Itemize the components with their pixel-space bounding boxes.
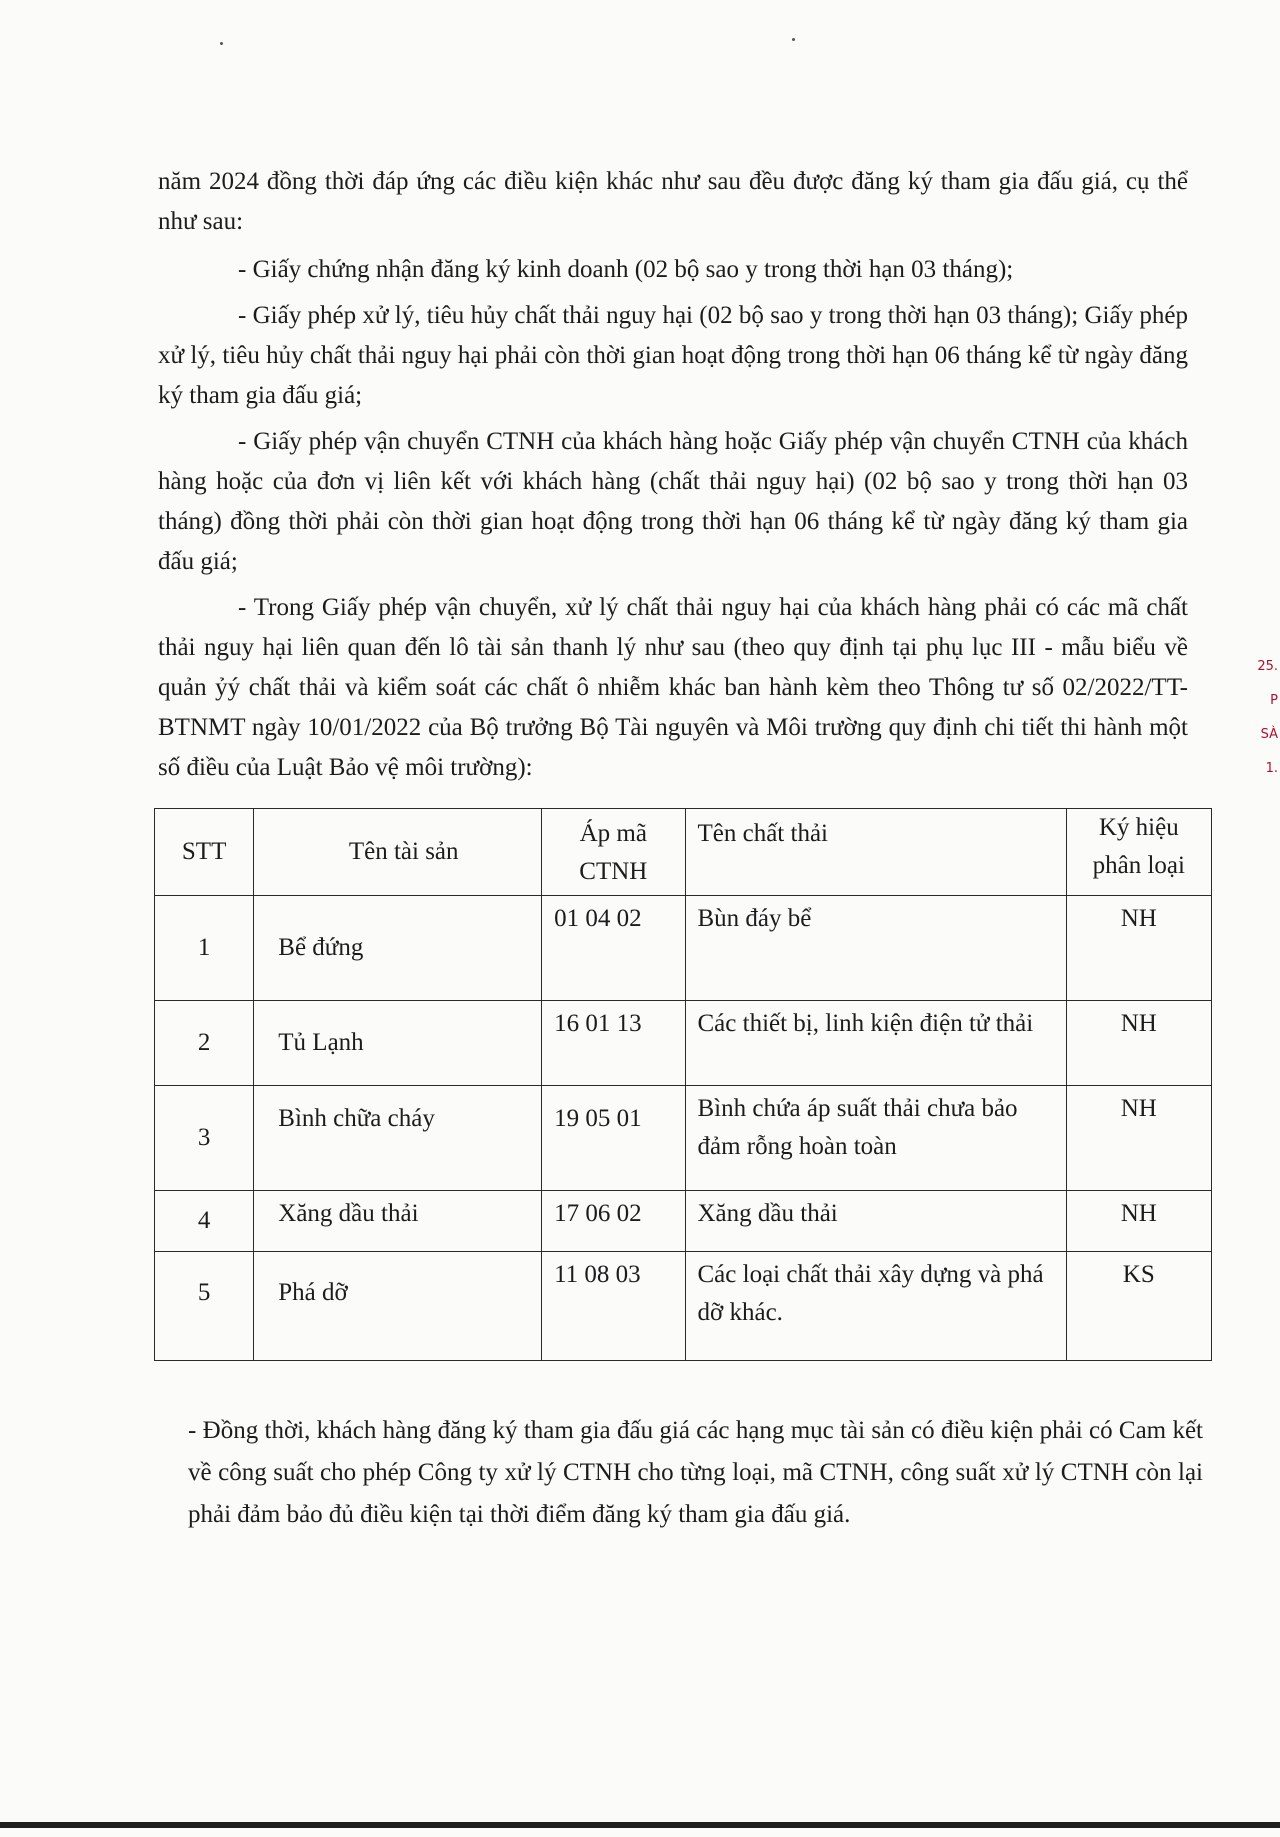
cell-symbol: NH [1066, 1001, 1211, 1086]
scan-bottom-edge [0, 1822, 1280, 1828]
edge-mark: P [1270, 693, 1278, 708]
cell-ctnh-code: 19 05 01 [542, 1086, 685, 1191]
cell-waste-name: Bùn đáy bể [685, 896, 1066, 1001]
header-stt: STT [155, 809, 254, 896]
cell-asset-name: Bình chữa cháy [254, 1086, 542, 1191]
cell-ctnh-code: 16 01 13 [542, 1001, 685, 1086]
header-ctnh-code: Áp mã CTNH [542, 809, 685, 896]
table-row [155, 1086, 1212, 1191]
cell-symbol: NH [1066, 896, 1211, 1001]
cell-stt: 1 [155, 896, 254, 1001]
intro-paragraph: năm 2024 đồng thời đáp ứng các điều kiện khác như sau đều được đăng ký tham gia đấu giá, cụ thể như sau: [158, 168, 1188, 235]
scan-speck [220, 42, 223, 45]
cell-asset-name: Phá dỡ [254, 1252, 542, 1361]
table-row [155, 896, 1212, 1001]
table-row [155, 1252, 1212, 1361]
condition-transport-license: - Giấy phép vận chuyển CTNH của khách hàng hoặc Giấy phép vận chuyển CTNH của khách hàng hoặc của đơn vị liên kết với khách hàng (chất thải nguy hại) (02 bộ sao y trong thời hạn 03 tháng) đồng thời phải còn thời gian hoạt động trong thời hạn 06 tháng kể từ ngày đăng ký tham gia đấu giá; [158, 428, 1188, 575]
cell-asset-name: Tủ Lạnh [254, 1001, 542, 1086]
cell-waste-name: Các thiết bị, linh kiện điện tử thải [685, 1001, 1066, 1086]
cell-ctnh-code: 17 06 02 [542, 1191, 685, 1252]
document-body [158, 162, 1188, 788]
cell-ctnh-code: 01 04 02 [542, 896, 685, 1001]
edge-mark: SÀ [1260, 727, 1278, 742]
cell-stt: 2 [155, 1001, 254, 1086]
condition-business-registration: - Giấy chứng nhận đăng ký kinh doanh (02 bộ sao y trong thời hạn 03 tháng); [238, 256, 1014, 283]
edge-mark: 1. [1265, 761, 1278, 776]
asset-waste-table [154, 808, 1212, 1361]
cell-asset-name: Xăng dầu thải [254, 1191, 542, 1252]
cell-ctnh-code: 11 08 03 [542, 1252, 685, 1361]
edge-stamp-fragments [1242, 650, 1278, 786]
header-asset-name: Tên tài sản [254, 809, 542, 896]
cell-stt: 3 [155, 1086, 254, 1191]
edge-mark: 25. [1257, 659, 1278, 674]
cell-stt: 4 [155, 1191, 254, 1252]
cell-waste-name: Bình chứa áp suất thải chưa bảo đảm rỗng hoàn toàn [685, 1086, 1066, 1191]
cell-waste-name: Các loại chất thải xây dựng và phá dỡ khác. [685, 1252, 1066, 1361]
header-waste-name: Tên chất thải [685, 809, 1066, 896]
cell-symbol: KS [1066, 1252, 1211, 1361]
table-row [155, 1191, 1212, 1252]
closing-paragraph: - Đồng thời, khách hàng đăng ký tham gia đấu giá các hạng mục tài sản có điều kiện phải có Cam kết về công suất cho phép Công ty xử lý CTNH cho từng loại, mã CTNH, công suất xử lý CTNH còn lại phải đảm bảo đủ điều kiện tại thời điểm đăng ký tham gia đấu giá. [188, 1417, 1203, 1528]
cell-stt: 5 [155, 1252, 254, 1361]
header-classification-symbol: Ký hiệu phân loại [1066, 809, 1211, 896]
cell-asset-name: Bể đứng [254, 896, 542, 1001]
cell-waste-name: Xăng dầu thải [685, 1191, 1066, 1252]
condition-treatment-license: - Giấy phép xử lý, tiêu hủy chất thải nguy hại (02 bộ sao y trong thời hạn 03 tháng); Giấy phép xử lý, tiêu hủy chất thải nguy hại phải còn thời gian hoạt động trong thời hạn 06 tháng kể từ ngày đăng ký tham gia đấu giá; [158, 302, 1188, 409]
scan-speck [792, 38, 795, 41]
cell-symbol: NH [1066, 1191, 1211, 1252]
condition-waste-codes: - Trong Giấy phép vận chuyển, xử lý chất thải nguy hại của khách hàng phải có các mã chất thải nguy hại liên quan đến lô tài sản thanh lý như sau (theo quy định tại phụ lục III - mẫu biểu về quản ỷý chất thải và kiểm soát các chất ô nhiễm khác ban hành kèm theo Thông tư số 02/2022/TT-BTNMT ngày 10/01/2022 của Bộ trưởng Bộ Tài nguyên và Môi trường quy định chi tiết thi hành một số điều của Luật Bảo vệ môi trường): [158, 594, 1188, 781]
table-row [155, 1001, 1212, 1086]
cell-symbol: NH [1066, 1086, 1211, 1191]
table-header-row [155, 809, 1212, 896]
